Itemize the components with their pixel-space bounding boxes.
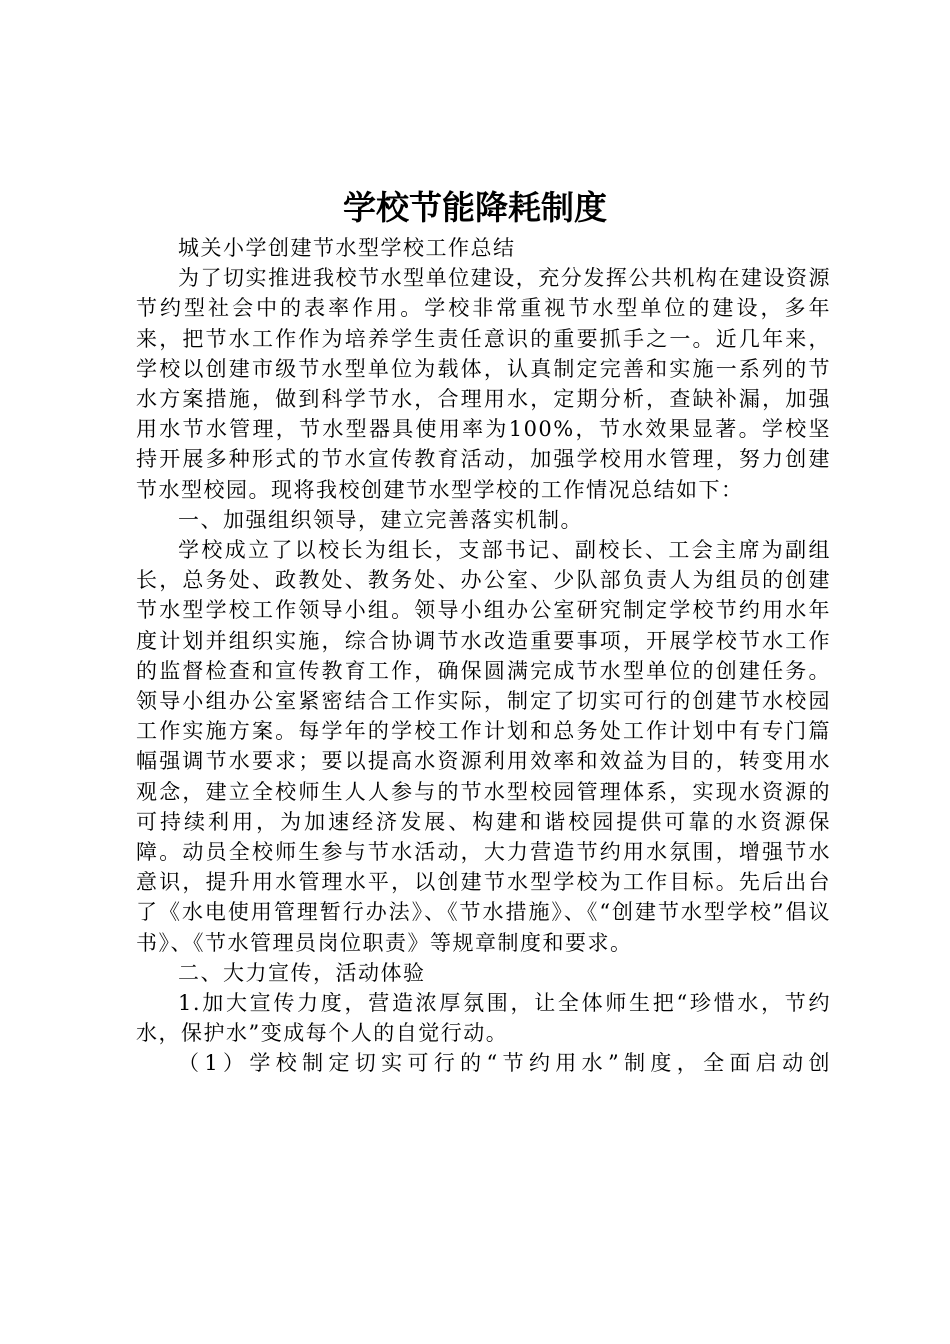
document-body [136, 233, 831, 1079]
measures-paragraph: （1）学校制定切实可行的“节约用水”制度，全面启动创 [178, 1051, 831, 1076]
publicity-paragraph: 1.加大宣传力度，营造浓厚氛围，让全体师生把“珍惜水，节约水，保护水”变成每个人的自觉行动。 [136, 991, 831, 1046]
subtitle-paragraph: 城关小学创建节水型学校工作总结 [178, 236, 516, 260]
document-title: 学校节能降耗制度 [343, 188, 607, 227]
section-heading-1: 一、加强组织领导，建立完善落实机制。 [178, 507, 583, 532]
organization-paragraph: 学校成立了以校长为组长，支部书记、副校长、工会主席为副组长，总务处、政教处、教务处、办公室、少队部负责人为组员的创建节水型学校工作领导小组。领导小组办公室研究制定学校节约用水年度计划并组织实施，综合协调节水改造重要事项，开展学校节水工作的监督检查和宣传教育工作，确保圆满完成节水型单位的创建任务。领导小组办公室紧密结合工作实际，制定了切实可行的创建节水校园工作实施方案。每学年的学校工作计划和总务处工作计划中有专门篇幅强调节水要求；要以提高水资源利用效率和效益为目的，转变用水观念，建立全校师生人人参与的节水型校园管理体系，实现水资源的可持续利用，为加速经济发展、构建和谐校园提供可靠的水资源保障。动员全校师生参与节水活动，大力营造节约用水氛围，增强节水意识，提升用水管理水平，以创建节水型学校为工作目标。先后出台了《水电使用管理暂行办法》、《节水措施》、《“创建节水型学校”倡议书》、《节水管理员岗位职责》等规章制度和要求。 [136, 538, 831, 955]
section-heading-2: 二、大力宣传，活动体验 [178, 960, 426, 985]
intro-paragraph: 为了切实推进我校节水型单位建设，充分发挥公共机构在建设资源节约型社会中的表率作用。学校非常重视节水型单位的建设，多年来，把节水工作作为培养学生责任意识的重要抓手之一。近几年来，学校以创建市级节水型单位为载体，认真制定完善和实施一系列的节水方案措施，做到科学节水，合理用水，定期分析，查缺补漏，加强用水节水管理，节水型器具使用率为100%，节水效果显著。学校坚持开展多种形式的节水宣传教育活动，加强学校用水管理，努力创建节水型校园。现将我校创建节水型学校的工作情况总结如下： [136, 266, 831, 502]
